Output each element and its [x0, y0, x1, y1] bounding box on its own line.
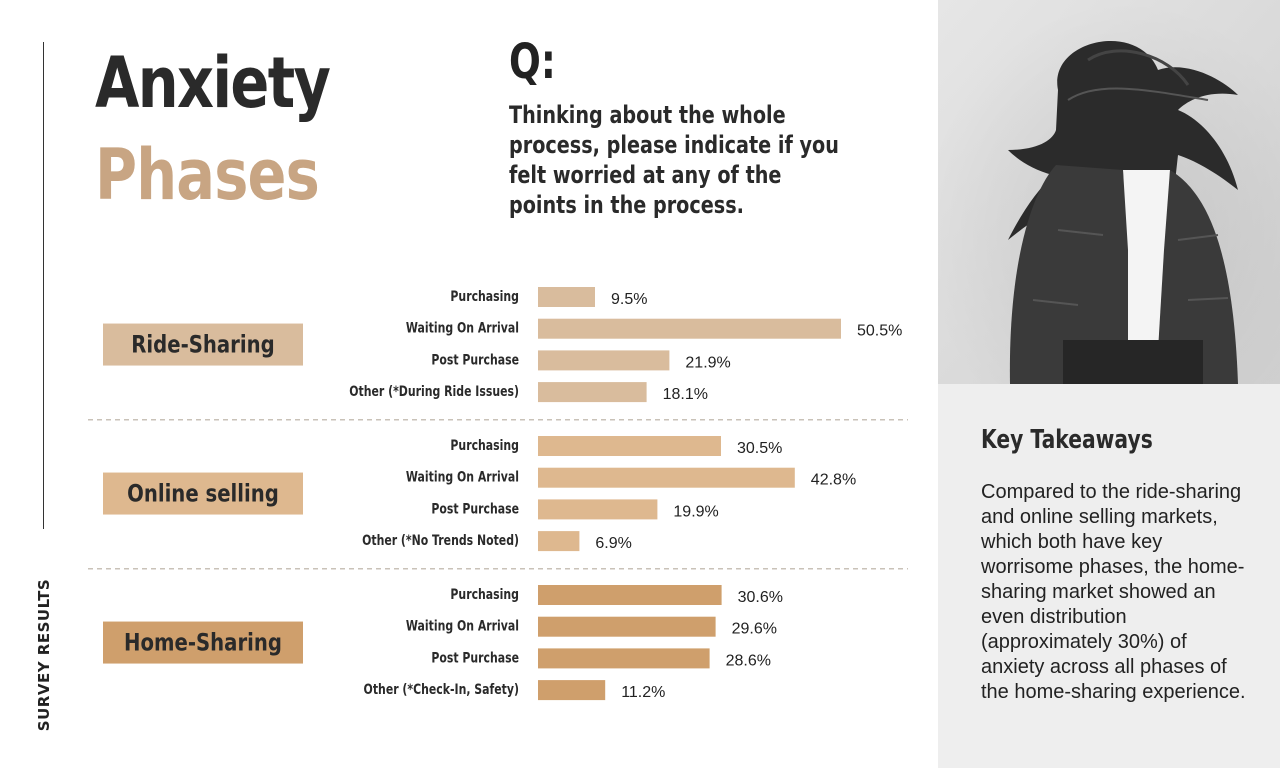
category-label: Waiting On Arrival: [405, 617, 519, 635]
key-takeaways-title: Key Takeaways: [981, 425, 1153, 455]
category-label: Other (*During Ride Issues): [349, 382, 519, 400]
photo-illustration: [938, 0, 1280, 384]
bar: [538, 648, 710, 668]
category-label: Purchasing: [450, 287, 519, 305]
value-label: 30.5%: [737, 440, 783, 457]
group-label: Home-Sharing: [124, 629, 282, 658]
bar: [538, 350, 669, 370]
page-title-line2: Phases: [95, 134, 320, 216]
category-label: Post Purchase: [431, 500, 519, 517]
category-label: Post Purchase: [431, 351, 519, 368]
woman-photo: [938, 0, 1280, 384]
group-label: Online selling: [127, 480, 279, 509]
side-label: SURVEY RESULTS: [35, 578, 53, 732]
value-label: 29.6%: [731, 620, 777, 638]
bar: [538, 680, 605, 700]
right-panel: [938, 0, 1280, 768]
bar: [538, 499, 657, 519]
category-label: Other (*Check-In, Safety): [363, 680, 519, 698]
bar: [538, 436, 721, 456]
category-label: Waiting On Arrival: [405, 319, 519, 337]
bar: [538, 585, 722, 605]
category-label: Post Purchase: [431, 649, 519, 666]
value-label: 11.2%: [621, 684, 666, 702]
category-label: Purchasing: [450, 436, 519, 454]
key-takeaways-body: Compared to the ride-sharing and online selling markets, which both have key worrisome phases, the home-sharing market showed an even distribution (approximately 30%) of anxiety across all phases of the home-sharing experience.: [981, 481, 1246, 703]
bar: [538, 531, 579, 551]
group-label: Ride-Sharing: [131, 331, 275, 360]
category-label: Waiting On Arrival: [405, 468, 519, 486]
value-label: 6.9%: [595, 535, 632, 553]
bar: [538, 617, 716, 637]
bar: [538, 468, 795, 488]
bar: [538, 382, 647, 402]
bar: [538, 287, 595, 307]
value-label: 21.9%: [685, 354, 731, 372]
value-label: 19.9%: [673, 503, 719, 521]
question-mark-label: Q:: [509, 34, 556, 90]
value-label: 18.1%: [662, 386, 708, 404]
value-label: 42.8%: [810, 471, 857, 489]
value-label: 50.5%: [857, 322, 903, 340]
page-title-line1: Anxiety: [95, 42, 330, 124]
bar: [538, 319, 841, 339]
category-label: Other (*No Trends Noted): [362, 531, 519, 549]
question-text: Thinking about the whole process, please indicate if you felt worried at any of the points in the process.: [509, 101, 839, 219]
category-label: Purchasing: [450, 585, 519, 603]
value-label: 28.6%: [725, 652, 771, 670]
value-label: 30.6%: [737, 589, 783, 606]
value-label: 9.5%: [611, 291, 648, 308]
